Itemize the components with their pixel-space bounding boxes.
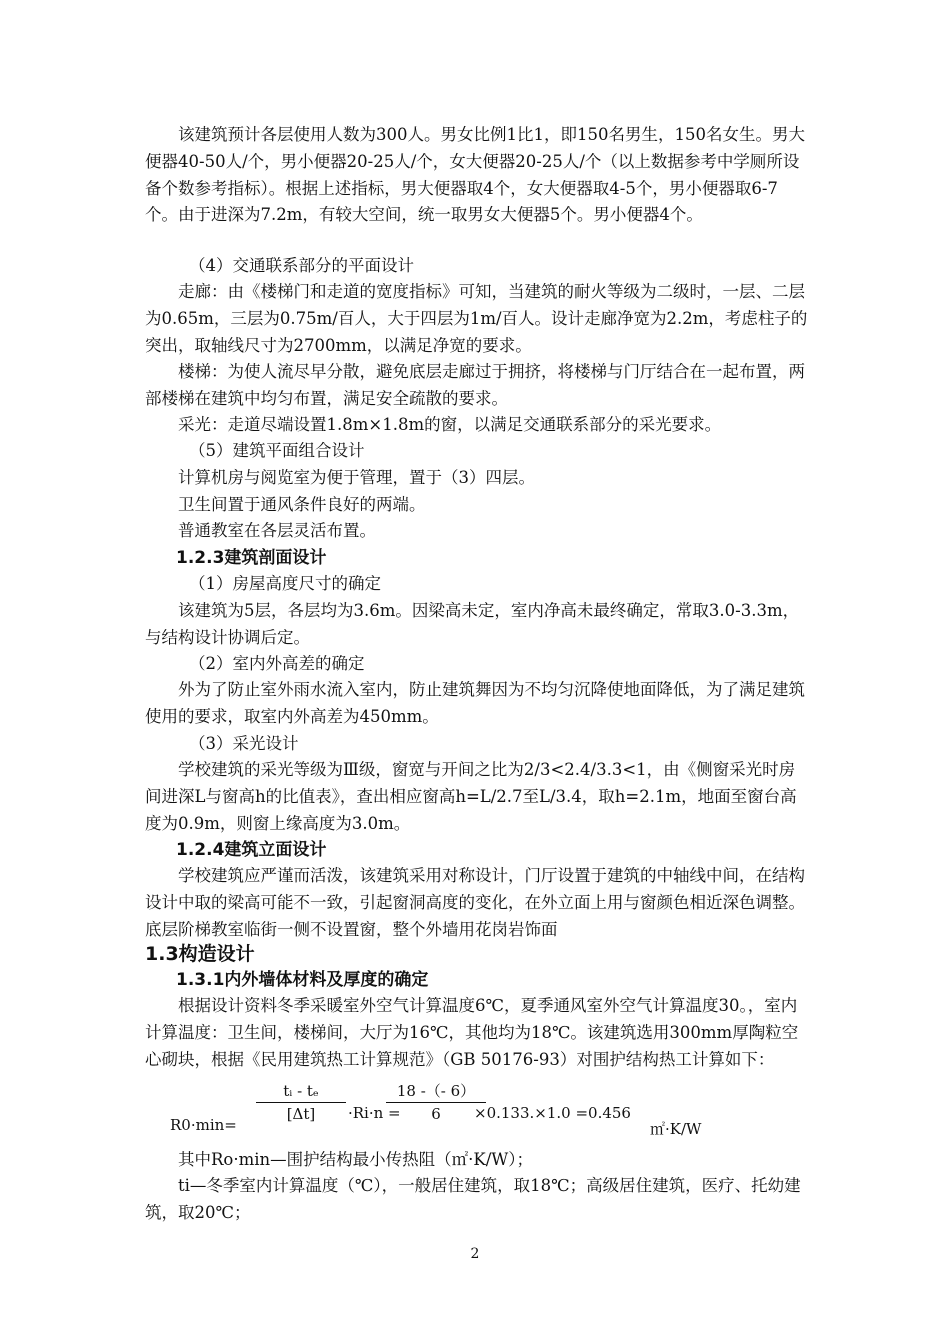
paragraph-ro-min-definition: 其中Ro·min—围护结构最小传热阻（㎡·K/W）；: [178, 1150, 533, 1169]
formula-fraction-2-denominator: 6: [431, 1105, 441, 1123]
paragraph-toilet: 卫生间置于通风条件良好的两端。: [178, 495, 426, 514]
thermal-resistance-formula: [170, 1082, 810, 1142]
paragraph-facade: 学校建筑应严谨而活泼，该建筑采用对称设计，门厅设置于建筑的中轴线中间，在结构设计中取的梁高可能不一致，引起窗洞高度的变化，在外立面上用与窗颜色相近深色调整。底层阶梯教室临街一侧不设置窗，整个外墙用花岗岩饰面: [145, 866, 805, 939]
formula-fraction-1-numerator: tᵢ - tₑ: [283, 1082, 319, 1100]
formula-fraction-2-numerator: 18 -（- 6）: [396, 1082, 476, 1100]
formula-fraction-2: [386, 1082, 486, 1123]
paragraph-room-height: 该建筑为5层，各层均为3.6m。因梁高未定，室内净高未最终确定，常取3.0-3.3m，与结构设计协调后定。: [145, 601, 800, 647]
paragraph-daylight: 学校建筑的采光等级为Ⅲ级，窗宽与开间之比为2/3<2.4/3.3<1，由《侧窗采光时房间进深L与窗高h的比值表》，查出相应窗高h=L/2.7至L/3.4，取h=2.1m，地面至窗台高度为0.9m，则窗上缘高度为3.0m。: [145, 760, 797, 833]
paragraph-design-data: 根据设计资料冬季采暖室外空气计算温度6℃，夏季通风室外空气计算温度30。，室内计算温度：卫生间，楼梯间，大厅为16℃，其他均为18℃。该建筑选用300mm厚陶粒空心砌块，根据《民用建筑热工计算规范》（GB 50176-93）对围护结构热工计算如下：: [145, 996, 799, 1069]
heading-daylight-design: （3）采光设计: [189, 734, 299, 753]
formula-middle-1: ·Ri·n =: [348, 1104, 401, 1122]
formula-middle-2: ×0.133.×1.0 =0.456: [474, 1104, 631, 1122]
paragraph-computer-room: 计算机房与阅览室为便于管理，置于（3）四层。: [178, 468, 535, 487]
heading-plan-combination: （5）建筑平面组合设计: [189, 441, 365, 460]
heading-traffic-design: （4）交通联系部分的平面设计: [189, 256, 414, 275]
fraction-bar: [256, 1102, 346, 1103]
formula-fraction-1: [256, 1082, 346, 1123]
paragraph-ti-definition: ti—冬季室内计算温度（℃），一般居住建筑，取18℃；高级居住建筑，医疗、托幼建筑，取20℃；: [145, 1176, 801, 1222]
page-number: 2: [470, 1246, 480, 1262]
heading-level-difference: （2）室内外高差的确定: [189, 654, 365, 673]
paragraph-classroom: 普通教室在各层灵活布置。: [178, 521, 376, 540]
section-heading-1-2-4: 1.2.4建筑立面设计: [176, 840, 327, 860]
section-heading-1-3-1: 1.3.1内外墙体材料及厚度的确定: [176, 970, 429, 990]
fraction-bar: [386, 1102, 486, 1103]
paragraph-level-difference: 外为了防止室外雨水流入室内，防止建筑舞因为不均匀沉降使地面降低，为了满足建筑使用的要求，取室内外高差为450mm。: [145, 680, 805, 726]
section-heading-1-2-3: 1.2.3建筑剖面设计: [176, 548, 327, 568]
heading-room-height: （1）房屋高度尺寸的确定: [189, 574, 381, 593]
paragraph-occupancy: 该建筑预计各层使用人数为300人。男女比例1比1，即150名男生，150名女生。男大便器40-50人/个，男小便器20-25人/个，女大便器20-25人/个（以上数据参考中学厕所设备个数参考指标）。根据上述指标，男大便器取4个，女大便器取4-5个，男小便器取6-7个。由于进深为7.2m，有较大空间，统一取男女大便器5个。男小便器4个。: [145, 125, 805, 225]
formula-fraction-1-denominator: [Δt]: [286, 1105, 316, 1123]
paragraph-stairs: 楼梯：为使人流尽早分散，避免底层走廊过于拥挤，将楼梯与门厅结合在一起布置，两部楼梯在建筑中均匀布置，满足安全疏散的要求。: [145, 362, 805, 408]
formula-unit: ㎡·K/W: [650, 1120, 702, 1138]
section-heading-1-3: 1.3构造设计: [145, 943, 255, 965]
formula-lhs: R0·min=: [170, 1116, 237, 1134]
paragraph-corridor: 走廊：由《楼梯门和走道的宽度指标》可知，当建筑的耐火等级为二级时，一层、二层为0.65m，三层为0.75m/百人，大于四层为1m/百人。设计走廊净宽为2.2m，考虑柱子的突出，取轴线尺寸为2700mm，以满足净宽的要求。: [145, 282, 808, 355]
paragraph-corridor-light: 采光：走道尽端设置1.8m×1.8m的窗，以满足交通联系部分的采光要求。: [178, 415, 722, 434]
